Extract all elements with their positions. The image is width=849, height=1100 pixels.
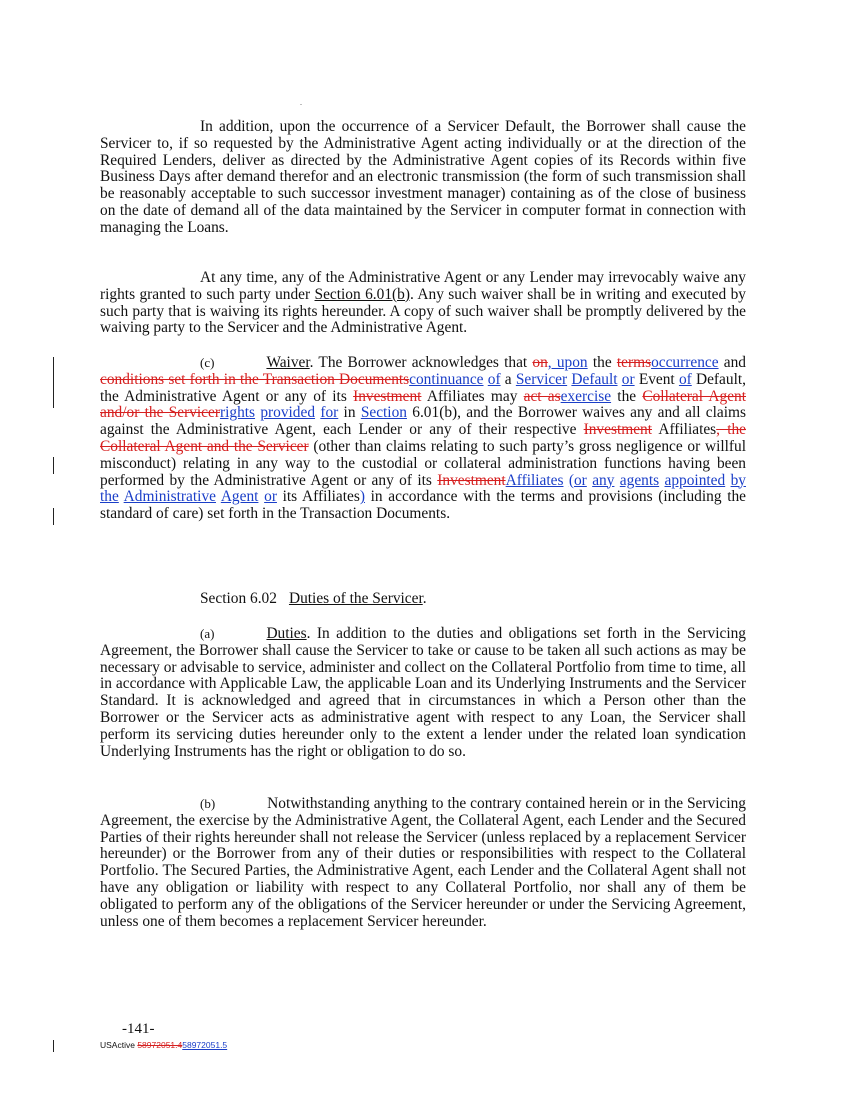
paragraph-text: . Any such waiver shall be in writing and executed by such party that is waiving its rights hereunder. A copy of such waiver shall be promptly delivered by the waiving party to the Servicer and the Administrative Agent. <box>100 285 746 337</box>
text-run: the <box>587 354 617 371</box>
deleted-text: Investment <box>353 387 422 405</box>
deleted-text: conditions set forth in the Transaction Documents <box>100 370 410 388</box>
section-title: Duties of the Servicer <box>288 590 423 607</box>
inserted-text: provided <box>260 404 316 422</box>
paragraph-waiver <box>100 355 746 523</box>
clause-label: (c) <box>200 355 215 370</box>
inserted-text: rights <box>219 404 256 422</box>
inserted-text: occurrence <box>651 354 719 371</box>
text-run: the <box>611 387 643 405</box>
paragraph-duties <box>100 626 746 760</box>
deleted-text: Collateral Agent and/or the Servicer <box>100 387 747 422</box>
text-run: . The Borrower acknowledges that <box>309 354 533 371</box>
text-run: its Affiliates <box>276 488 360 506</box>
section-number: Section 6.02 <box>200 590 277 607</box>
inserted-text: Servicer <box>515 370 568 388</box>
clause-label: (a) <box>200 626 215 641</box>
inserted-doc-id: 58972051.5 <box>182 1040 228 1050</box>
clause-title: Duties <box>266 625 307 642</box>
inserted-text: or <box>264 488 277 506</box>
inserted-text: of <box>487 370 501 388</box>
document-id <box>100 1040 227 1050</box>
section-period: . <box>422 590 427 607</box>
change-bar <box>53 357 54 408</box>
deleted-text: on <box>532 354 548 371</box>
paragraph-waive-rights <box>100 270 746 337</box>
deleted-text: act as <box>523 387 561 405</box>
inserted-text: (or <box>568 471 587 489</box>
change-bar <box>53 457 54 474</box>
deleted-text: , the Collateral Agent and the Servicer <box>100 421 746 455</box>
text-run: Affiliates <box>652 421 717 439</box>
inserted-text: ) <box>359 488 365 506</box>
inserted-text: for <box>320 404 339 422</box>
inserted-text: or <box>621 370 635 388</box>
inserted-text: agents <box>619 471 660 489</box>
section-heading <box>200 590 427 608</box>
paragraph-notwithstanding <box>100 796 746 930</box>
text-run: Event <box>634 370 679 388</box>
document-id-prefix: USActive <box>100 1040 138 1050</box>
text-run: 6.01(b), and the Borrower waives any and all claims against the Administrative Agent, each Lender or any of their respective <box>100 404 746 439</box>
deleted-text: Investment <box>437 471 506 489</box>
page-number: -141- <box>122 1021 155 1037</box>
change-bar <box>53 1040 54 1052</box>
deleted-text: Investment <box>583 421 652 439</box>
section-reference-link[interactable]: Section 6.01(b) <box>314 285 410 303</box>
inserted-text: appointed <box>664 471 726 489</box>
inserted-text: of <box>678 370 692 388</box>
inserted-text: Affiliates <box>505 471 564 489</box>
deleted-text: terms <box>616 354 652 371</box>
deleted-doc-id: 58972051.4 <box>137 1040 183 1050</box>
change-bar <box>53 508 54 525</box>
paragraph-text: . In addition to the duties and obligations set forth in the Servicing Agreement, the Borrower shall cause the Servicer to take or cause to be taken all such actions as may be necessary or advisable to service, administer and collect on the Collateral Portfolio from time to time, all in accordance with Applicable Law, the applicable Loan and its Underlying Instruments and the Servicer Standard. It is acknowledged and agreed that in circumstances in which a Person other than the Borrower or the Servicer acts as administrative agent with respect to any Loan, the Servicer shall perform its servicing duties hereunder only to the extent a lender under the related loan syndication Underlying Instruments has the right or obligation to do so. <box>100 625 746 760</box>
paragraph-servicer-default <box>100 119 746 237</box>
inserted-text: Agent <box>220 488 259 506</box>
text-run: a <box>500 370 516 388</box>
inserted-text: Administrative <box>123 488 216 506</box>
inserted-text: exercise <box>560 387 612 405</box>
paragraph-text: At any time, any of the Administrative Agent or any Lender may irrevocably waive any rights granted to such party under <box>100 269 746 303</box>
text-run: Affiliates may <box>421 387 524 405</box>
text-run: Default, the Administrative Agent or any of its <box>100 370 746 405</box>
paragraph-text: In addition, upon the occurrence of a Servicer Default, the Borrower shall cause the Servicer to, if so requested by the Administrative Agent acting individually or at the direction of the Required Lenders, deliver as directed by the Administrative Agent copies of its Records within five Business Days after demand therefor and an electronic transmission (the form of such transmission shall be reasonably acceptable to such successor investment manager) containing as of the close of business on the date of demand all of the data maintained by the Servicer in computer format in connection with managing the Loans. <box>100 118 746 236</box>
inserted-text: , upon <box>547 354 588 371</box>
top-mark: . <box>300 98 302 107</box>
inserted-text: Section <box>360 404 407 422</box>
text-run: and <box>718 354 746 371</box>
inserted-text: any <box>592 471 615 489</box>
inserted-text: the <box>100 488 119 506</box>
text-run: (other than claims relating to such party’s gross negligence or willful misconduct) relating in any way to the custodial or collateral administration functions having been performed by the Administrative Agent or any of its <box>100 437 746 489</box>
text-run: in <box>338 404 361 422</box>
clause-label: (b) <box>200 796 216 811</box>
inserted-text: by <box>730 471 746 489</box>
inserted-text: continuance <box>409 370 484 388</box>
paragraph-text: Notwithstanding anything to the contrary contained herein or in the Servicing Agreement, the exercise by the Administrative Agent, the Collateral Agent, each Lender and the Secured Parties of their rights hereunder shall not release the Servicer (unless replaced by a replacement Servicer hereunder) or the Borrower from any of their duties or responsibilities with respect to the Collateral Portfolio. The Secured Parties, the Administrative Agent, each Lender and the Collateral Agent shall not have any obligation or liability with respect to any Collateral Portfolio, nor shall any of them be obligated to perform any of the obligations of the Servicer hereunder or under the Servicing Agreement, unless one of them becomes a replacement Servicer hereunder. <box>100 795 746 930</box>
inserted-text: Default <box>571 370 618 388</box>
text-run: in accordance with the terms and provisions (including the standard of care) set forth in the Transaction Documents. <box>100 488 747 523</box>
clause-title: Waiver <box>266 354 310 371</box>
